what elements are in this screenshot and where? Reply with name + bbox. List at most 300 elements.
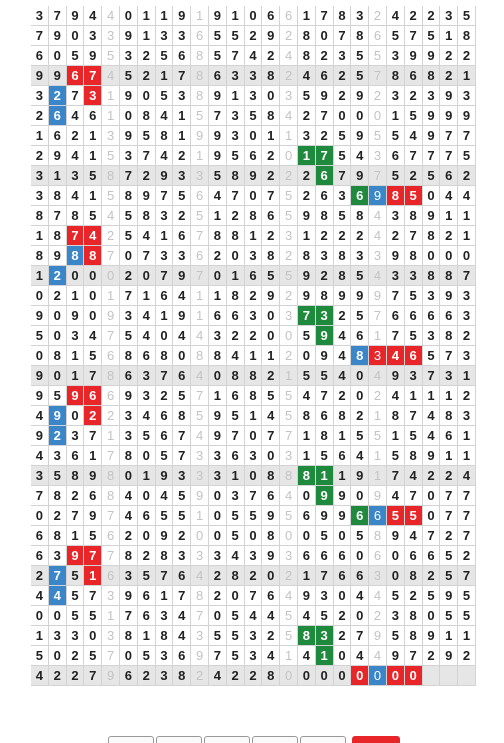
number-grid bbox=[31, 6, 476, 686]
grid-cell: 3 bbox=[120, 566, 138, 586]
grid-cell: 1 bbox=[138, 466, 156, 486]
grid-cell: 3 bbox=[227, 66, 245, 86]
grid-cell: 9 bbox=[31, 66, 49, 86]
grid-cell: 4 bbox=[298, 646, 316, 666]
grid-cell: 0 bbox=[84, 626, 102, 646]
grid-cell: 4 bbox=[31, 406, 49, 426]
grid-cell: 3 bbox=[156, 246, 174, 266]
grid-cell: 1 bbox=[458, 366, 476, 386]
grid-cell: 8 bbox=[262, 526, 280, 546]
grid-cell: 5 bbox=[262, 386, 280, 406]
grid-cell: 1 bbox=[298, 146, 316, 166]
grid-cell: 7 bbox=[31, 26, 49, 46]
grid-cell: 5 bbox=[280, 266, 298, 286]
grid-cell: 0 bbox=[423, 606, 441, 626]
grid-cell: 9 bbox=[245, 166, 263, 186]
grid-cell: 0 bbox=[423, 246, 441, 266]
grid-cell: 3 bbox=[245, 626, 263, 646]
grid-cell: 5 bbox=[102, 46, 120, 66]
grid-cell: 3 bbox=[369, 146, 387, 166]
grid-row bbox=[31, 206, 476, 226]
grid-cell: 4 bbox=[334, 346, 352, 366]
grid-cell: 9 bbox=[316, 506, 334, 526]
grid-cell: 8 bbox=[423, 66, 441, 86]
grid-cell: 3 bbox=[245, 306, 263, 326]
grid-row bbox=[31, 366, 476, 386]
grid-cell: 1 bbox=[227, 86, 245, 106]
grid-cell: 7 bbox=[84, 66, 102, 86]
grid-cell: 6 bbox=[67, 66, 85, 86]
grid-cell: 2 bbox=[49, 86, 67, 106]
grid-cell: 4 bbox=[440, 186, 458, 206]
grid-cell: 0 bbox=[351, 666, 369, 686]
grid-cell: 4 bbox=[280, 586, 298, 606]
grid-row bbox=[31, 666, 476, 686]
grid-cell: 7 bbox=[316, 6, 334, 26]
grid-cell: 4 bbox=[191, 566, 209, 586]
grid-cell: 7 bbox=[440, 486, 458, 506]
grid-cell: 3 bbox=[67, 426, 85, 446]
grid-cell: 9 bbox=[49, 406, 67, 426]
grid-cell: 5 bbox=[227, 506, 245, 526]
grid-cell: 9 bbox=[423, 106, 441, 126]
grid-cell: 4 bbox=[351, 646, 369, 666]
grid-cell: 3 bbox=[405, 266, 423, 286]
grid-cell: 8 bbox=[334, 246, 352, 266]
grid-cell: 9 bbox=[316, 86, 334, 106]
grid-cell: 2 bbox=[156, 386, 174, 406]
grid-cell: 6 bbox=[138, 606, 156, 626]
grid-cell: 8 bbox=[316, 206, 334, 226]
grid-cell: 8 bbox=[387, 66, 405, 86]
grid-cell: 6 bbox=[369, 26, 387, 46]
grid-cell: 7 bbox=[227, 426, 245, 446]
grid-cell: 5 bbox=[351, 46, 369, 66]
grid-cell: 9 bbox=[458, 106, 476, 126]
grid-cell: 8 bbox=[209, 346, 227, 366]
grid-cell: 9 bbox=[298, 586, 316, 606]
grid-cell: 1 bbox=[191, 506, 209, 526]
grid-cell: 8 bbox=[245, 206, 263, 226]
grid-cell: 1 bbox=[458, 426, 476, 446]
grid-cell: 5 bbox=[440, 566, 458, 586]
grid-cell: 5 bbox=[334, 126, 352, 146]
grid-cell: 3 bbox=[173, 246, 191, 266]
grid-cell: 5 bbox=[280, 386, 298, 406]
grid-cell: 2 bbox=[31, 106, 49, 126]
grid-cell: 5 bbox=[316, 366, 334, 386]
grid-cell: 9 bbox=[191, 126, 209, 146]
grid-cell: 3 bbox=[120, 46, 138, 66]
grid-cell: 1 bbox=[102, 86, 120, 106]
grid-cell: 2 bbox=[316, 126, 334, 146]
grid-cell: 9 bbox=[351, 286, 369, 306]
grid-cell: 1 bbox=[369, 466, 387, 486]
grid-cell: 0 bbox=[262, 446, 280, 466]
grid-cell: 6 bbox=[262, 206, 280, 226]
grid-cell: 5 bbox=[84, 206, 102, 226]
grid-cell: 1 bbox=[191, 146, 209, 166]
grid-cell: 7 bbox=[316, 386, 334, 406]
grid-cell: 5 bbox=[67, 566, 85, 586]
grid-cell: 9 bbox=[31, 306, 49, 326]
grid-cell: 2 bbox=[102, 226, 120, 246]
grid-cell: 2 bbox=[280, 566, 298, 586]
grid-cell: 0 bbox=[334, 666, 352, 686]
grid-cell: 9 bbox=[387, 366, 405, 386]
grid-cell: 7 bbox=[138, 146, 156, 166]
grid-cell: 7 bbox=[458, 486, 476, 506]
grid-cell: 2 bbox=[280, 286, 298, 306]
grid-cell: 2 bbox=[369, 6, 387, 26]
grid-cell: 6 bbox=[440, 166, 458, 186]
grid-cell: 1 bbox=[31, 626, 49, 646]
grid-cell: 7 bbox=[280, 426, 298, 446]
grid-cell: 5 bbox=[458, 586, 476, 606]
grid-cell: 8 bbox=[120, 546, 138, 566]
grid-cell: 7 bbox=[262, 426, 280, 446]
grid-cell: 1 bbox=[191, 6, 209, 26]
grid-cell: 4 bbox=[156, 106, 174, 126]
grid-cell: 7 bbox=[351, 626, 369, 646]
grid-cell: 3 bbox=[120, 306, 138, 326]
grid-cell: 0 bbox=[280, 326, 298, 346]
grid-cell: 1 bbox=[173, 126, 191, 146]
grid-cell: 9 bbox=[156, 466, 174, 486]
grid-cell: 7 bbox=[67, 506, 85, 526]
grid-cell: 5 bbox=[209, 626, 227, 646]
grid-cell: 8 bbox=[298, 406, 316, 426]
grid-cell: 4 bbox=[84, 326, 102, 346]
grid-cell: 2 bbox=[67, 486, 85, 506]
grid-cell: 0 bbox=[245, 126, 263, 146]
grid-cell: 8 bbox=[120, 626, 138, 646]
grid-cell: 2 bbox=[67, 126, 85, 146]
grid-row bbox=[31, 586, 476, 606]
grid-cell: 6 bbox=[316, 166, 334, 186]
grid-cell: 8 bbox=[262, 246, 280, 266]
grid-cell: 9 bbox=[209, 406, 227, 426]
grid-cell: 4 bbox=[405, 126, 423, 146]
grid-cell: 6 bbox=[138, 346, 156, 366]
grid-cell: 8 bbox=[262, 666, 280, 686]
grid-cell: 8 bbox=[120, 446, 138, 466]
grid-cell: 7 bbox=[405, 146, 423, 166]
grid-cell: 3 bbox=[387, 86, 405, 106]
grid-cell: 8 bbox=[67, 466, 85, 486]
grid-cell: 9 bbox=[262, 546, 280, 566]
grid-cell: 3 bbox=[209, 466, 227, 486]
grid-cell: 0 bbox=[209, 506, 227, 526]
grid-cell: 4 bbox=[369, 206, 387, 226]
grid-cell: 0 bbox=[49, 366, 67, 386]
grid-cell: 4 bbox=[423, 406, 441, 426]
grid-cell: 9 bbox=[405, 46, 423, 66]
grid-cell: 6 bbox=[102, 566, 120, 586]
grid-cell: 7 bbox=[209, 646, 227, 666]
grid-cell: 2 bbox=[209, 566, 227, 586]
grid-cell: 9 bbox=[209, 146, 227, 166]
grid-cell: 1 bbox=[31, 126, 49, 146]
grid-cell: 2 bbox=[423, 6, 441, 26]
grid-cell: 6 bbox=[31, 546, 49, 566]
grid-cell: 2 bbox=[173, 146, 191, 166]
grid-cell: 5 bbox=[227, 606, 245, 626]
grid-cell: 6 bbox=[156, 406, 174, 426]
grid-cell: 7 bbox=[191, 266, 209, 286]
grid-cell: 8 bbox=[440, 406, 458, 426]
grid-cell: 7 bbox=[84, 666, 102, 686]
grid-cell: 2 bbox=[262, 46, 280, 66]
grid-cell: 5 bbox=[298, 86, 316, 106]
grid-cell: 4 bbox=[262, 646, 280, 666]
grid-cell: 5 bbox=[280, 406, 298, 426]
grid-cell: 9 bbox=[209, 6, 227, 26]
grid-cell: 9 bbox=[351, 466, 369, 486]
grid-cell: 0 bbox=[209, 266, 227, 286]
grid-cell: 3 bbox=[387, 266, 405, 286]
grid-cell: 9 bbox=[334, 486, 352, 506]
grid-cell: 3 bbox=[423, 326, 441, 346]
grid-cell: 2 bbox=[334, 66, 352, 86]
grid-cell: 5 bbox=[458, 606, 476, 626]
grid-row bbox=[31, 606, 476, 626]
grid-cell: 5 bbox=[49, 466, 67, 486]
grid-cell: 6 bbox=[334, 546, 352, 566]
grid-cell: 8 bbox=[458, 26, 476, 46]
grid-cell: 2 bbox=[334, 226, 352, 246]
grid-cell: 9 bbox=[316, 486, 334, 506]
grid-cell: 2 bbox=[405, 6, 423, 26]
grid-row bbox=[31, 546, 476, 566]
grid-cell: 4 bbox=[173, 626, 191, 646]
grid-cell: 6 bbox=[262, 6, 280, 26]
grid-cell: 5 bbox=[405, 326, 423, 346]
grid-cell: 2 bbox=[440, 466, 458, 486]
grid-cell: 0 bbox=[334, 586, 352, 606]
grid-row bbox=[31, 426, 476, 446]
grid-cell: 2 bbox=[31, 146, 49, 166]
grid-cell: 8 bbox=[334, 406, 352, 426]
grid-cell: 9 bbox=[49, 146, 67, 166]
grid-cell: 2 bbox=[138, 66, 156, 86]
grid-cell: 7 bbox=[245, 486, 263, 506]
grid-cell: 7 bbox=[316, 146, 334, 166]
grid-cell: 7 bbox=[84, 586, 102, 606]
grid-cell: 0 bbox=[245, 526, 263, 546]
grid-cell: 8 bbox=[49, 526, 67, 546]
grid-cell: 4 bbox=[369, 586, 387, 606]
grid-cell: 9 bbox=[423, 206, 441, 226]
grid-cell: 6 bbox=[209, 66, 227, 86]
grid-cell: 3 bbox=[209, 446, 227, 466]
grid-cell: 8 bbox=[298, 626, 316, 646]
grid-cell: 2 bbox=[191, 666, 209, 686]
grid-cell: 2 bbox=[298, 166, 316, 186]
grid-cell: 0 bbox=[49, 606, 67, 626]
grid-cell: 2 bbox=[280, 246, 298, 266]
grid-cell: 9 bbox=[120, 26, 138, 46]
grid-cell: 8 bbox=[298, 46, 316, 66]
grid-cell: 2 bbox=[227, 666, 245, 686]
grid-cell: 5 bbox=[298, 366, 316, 386]
grid-cell: 4 bbox=[138, 226, 156, 246]
grid-cell: 4 bbox=[67, 186, 85, 206]
grid-row bbox=[31, 186, 476, 206]
grid-cell: 2 bbox=[423, 646, 441, 666]
grid-cell: 0 bbox=[298, 526, 316, 546]
grid-cell: 5 bbox=[316, 606, 334, 626]
grid-row bbox=[31, 486, 476, 506]
grid-cell: 0 bbox=[351, 386, 369, 406]
grid-cell: 9 bbox=[262, 286, 280, 306]
grid-cell: 3 bbox=[245, 86, 263, 106]
grid-cell: 1 bbox=[209, 286, 227, 306]
grid-cell: 8 bbox=[316, 426, 334, 446]
grid-cell: 0 bbox=[440, 246, 458, 266]
grid-row bbox=[31, 166, 476, 186]
grid-cell: 1 bbox=[440, 626, 458, 646]
grid-cell: 6 bbox=[102, 526, 120, 546]
grid-cell: 8 bbox=[156, 626, 174, 646]
grid-cell: 1 bbox=[156, 6, 174, 26]
grid-cell: 4 bbox=[351, 446, 369, 466]
grid-cell: 2 bbox=[351, 406, 369, 426]
grid-cell: 3 bbox=[227, 106, 245, 126]
grid-cell: 6 bbox=[191, 186, 209, 206]
grid-cell: 0 bbox=[138, 86, 156, 106]
grid-cell: 5 bbox=[280, 626, 298, 646]
grid-cell: 5 bbox=[227, 526, 245, 546]
grid-cell: 6 bbox=[351, 326, 369, 346]
grid-cell: 9 bbox=[84, 506, 102, 526]
grid-cell: 6 bbox=[298, 546, 316, 566]
grid-cell: 5 bbox=[156, 446, 174, 466]
grid-cell: 3 bbox=[191, 626, 209, 646]
grid-cell: 7 bbox=[102, 506, 120, 526]
grid-cell: 8 bbox=[387, 406, 405, 426]
grid-cell: 2 bbox=[120, 526, 138, 546]
grid-cell: 3 bbox=[191, 446, 209, 466]
grid-cell: 7 bbox=[458, 126, 476, 146]
grid-cell: 1 bbox=[84, 146, 102, 166]
grid-row bbox=[31, 46, 476, 66]
grid-cell: 0 bbox=[351, 486, 369, 506]
grid-cell: 5 bbox=[49, 386, 67, 406]
grid-cell: 4 bbox=[173, 286, 191, 306]
grid-cell: 5 bbox=[316, 446, 334, 466]
grid-cell: 7 bbox=[49, 206, 67, 226]
grid-cell: 0 bbox=[138, 266, 156, 286]
grid-cell: 6 bbox=[31, 46, 49, 66]
grid-cell: 8 bbox=[227, 286, 245, 306]
grid-cell: 1 bbox=[84, 446, 102, 466]
grid-cell: 5 bbox=[405, 286, 423, 306]
grid-row bbox=[31, 566, 476, 586]
grid-cell: 9 bbox=[67, 306, 85, 326]
grid-cell: 8 bbox=[440, 326, 458, 346]
grid-cell: 7 bbox=[191, 386, 209, 406]
grid-cell: 3 bbox=[84, 86, 102, 106]
grid-cell: 3 bbox=[49, 446, 67, 466]
grid-cell: 4 bbox=[387, 6, 405, 26]
grid-cell: 4 bbox=[120, 506, 138, 526]
grid-cell: 1 bbox=[156, 226, 174, 246]
grid-cell: 5 bbox=[209, 46, 227, 66]
grid-cell: 2 bbox=[49, 266, 67, 286]
grid-cell: 9 bbox=[31, 366, 49, 386]
grid-cell: 7 bbox=[173, 446, 191, 466]
grid-cell: 5 bbox=[67, 46, 85, 66]
grid-cell: 3 bbox=[120, 406, 138, 426]
grid-cell: 0 bbox=[387, 546, 405, 566]
grid-cell: 3 bbox=[423, 286, 441, 306]
grid-cell: 1 bbox=[49, 166, 67, 186]
grid-cell: 5 bbox=[31, 326, 49, 346]
grid-cell: 8 bbox=[262, 466, 280, 486]
grid-cell: 4 bbox=[369, 266, 387, 286]
grid-cell: 9 bbox=[369, 286, 387, 306]
grid-cell: 1 bbox=[209, 206, 227, 226]
grid-cell: 5 bbox=[84, 526, 102, 546]
grid-cell: 9 bbox=[173, 306, 191, 326]
grid-cell: 8 bbox=[227, 226, 245, 246]
grid-cell: 1 bbox=[245, 346, 263, 366]
grid-cell: 3 bbox=[49, 626, 67, 646]
grid-cell: 5 bbox=[227, 406, 245, 426]
grid-cell: 9 bbox=[209, 426, 227, 446]
grid-cell: 0 bbox=[120, 646, 138, 666]
grid-row bbox=[31, 66, 476, 86]
grid-cell: 3 bbox=[334, 186, 352, 206]
grid-cell: 0 bbox=[84, 306, 102, 326]
grid-cell: 2 bbox=[209, 586, 227, 606]
grid-cell: 2 bbox=[334, 386, 352, 406]
grid-cell: 5 bbox=[423, 346, 441, 366]
grid-cell: 1 bbox=[334, 466, 352, 486]
grid-cell: 5 bbox=[84, 346, 102, 366]
grid-cell: 1 bbox=[138, 6, 156, 26]
grid-cell: 8 bbox=[156, 546, 174, 566]
grid-cell: 1 bbox=[67, 286, 85, 306]
grid-cell: 2 bbox=[369, 86, 387, 106]
grid-cell: 6 bbox=[227, 386, 245, 406]
grid-cell: 0 bbox=[245, 426, 263, 446]
grid-cell: 0 bbox=[351, 366, 369, 386]
grid-cell: 0 bbox=[369, 106, 387, 126]
grid-cell: 7 bbox=[120, 286, 138, 306]
grid-cell: 6 bbox=[316, 546, 334, 566]
grid-cell: 6 bbox=[351, 506, 369, 526]
grid-cell: 6 bbox=[173, 46, 191, 66]
grid-cell: 3 bbox=[31, 466, 49, 486]
grid-cell: 4 bbox=[209, 186, 227, 206]
grid-cell: 4 bbox=[245, 46, 263, 66]
grid-cell: 8 bbox=[209, 226, 227, 246]
grid-cell: 6 bbox=[173, 226, 191, 246]
grid-cell: 9 bbox=[191, 486, 209, 506]
grid-cell: 4 bbox=[173, 606, 191, 626]
grid-row bbox=[31, 446, 476, 466]
grid-cell: 9 bbox=[49, 66, 67, 86]
grid-cell: 0 bbox=[262, 326, 280, 346]
grid-cell: 3 bbox=[49, 546, 67, 566]
grid-cell: 2 bbox=[458, 166, 476, 186]
grid-cell: 9 bbox=[31, 386, 49, 406]
grid-cell: 1 bbox=[138, 286, 156, 306]
grid-cell: 4 bbox=[334, 366, 352, 386]
grid-cell: 0 bbox=[227, 246, 245, 266]
